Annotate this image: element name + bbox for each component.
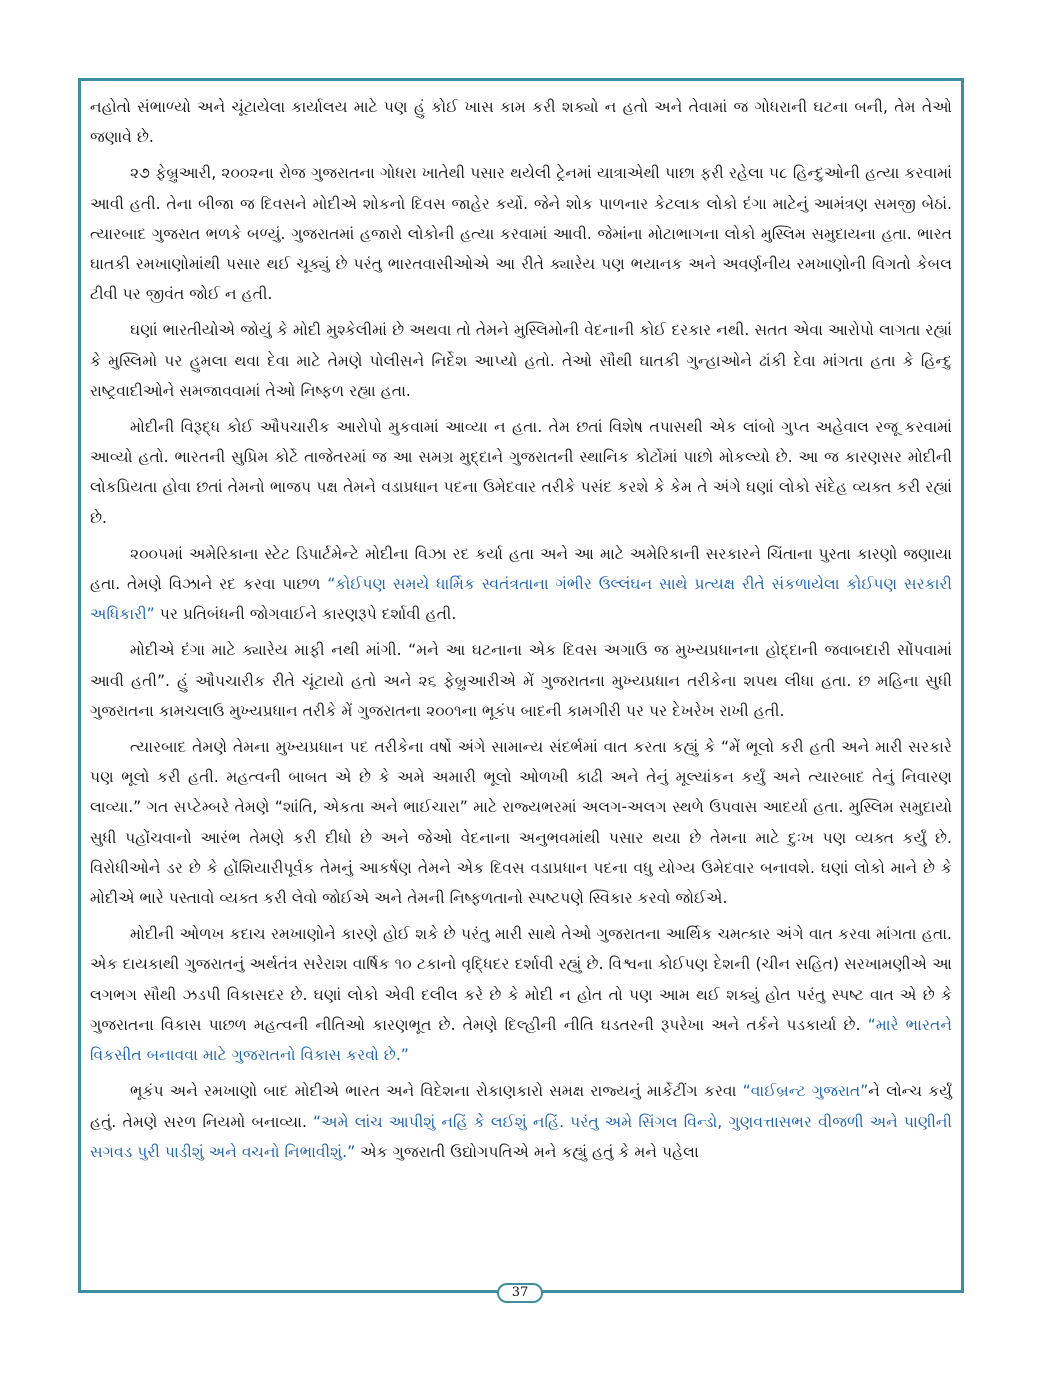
body-text: ત્યારબાદ તેમણે તેમના મુખ્યપ્રધાન પદ તરીકેના વર્ષો અંગે સામાન્ય સંદર્ભમાં વાત કરતા કહ્યું કે “મેં ભૂલો કરી હતી અને મારી સરકારે પણ ભૂલો કરી હતી. મહત્વની બાબત એ છે કે અમે અમારી ભૂલો ઓળખી કાઢી અને તેનું મૂલ્યાંકન કર્યું અને ત્યારબાદ તેનું નિવારણ લાવ્યા.” ગત સપ્ટેમ્બરે તેમણે “શાંતિ, એકતા અને ભાઈચારા” માટે રાજ્યભરમાં અલગ-અલગ સ્થળે ઉપવાસ આદર્યા હતા. મુસ્લિમ સમુદાયો સુધી પહોંચવાનો આરંભ તેમણે કરી દીધો છે અને જેઓ વેદનાના અનુભવમાંથી પસાર થયા છે તેમના માટે દુઃખ પણ વ્યક્ત કર્યું છે. વિરોધીઓને ડર છે કે હોંશિયારીપૂર્વક તેમનું આકર્ષણ તેમને એક દિવસ વડાપ્રધાન પદના વધુ યોગ્ય ઉમેદવાર બનાવશે. ઘણાં લોકો માને છે કે મોદીએ ભારે પસ્તાવો વ્યક્ત કરી લેવો જોઈએ અને તેમની નિષ્ફળતાનો સ્પષ્ટપણે સ્વિકાર કરવો જોઈએ. bbox=[90, 738, 952, 908]
page-number: 37 bbox=[497, 1283, 543, 1303]
paragraph bbox=[90, 635, 952, 726]
body-text: મોદીએ દંગા માટે ક્યારેય માફી નથી માંગી. “મને આ ઘટનાના એક દિવસ અગાઉ જ મુખ્યપ્રધાનના હોદ્દાની જવાબદારી સોંપવામાં આવી હતી”. હું ઔપચારીક રીતે ચૂંટાયો હતો અને ૨૬ ફેબ્રુઆરીએ મેં ગુજરાતના મુખ્યપ્રધાન તરીકેના શપથ લીધા હતા. છ મહિના સુધી ગુજરાતના કામચલાઉ મુખ્યપ્રધાન તરીકે મેં ગુજરાતના ૨૦૦૧ના ભૂકંપ બાદની કામગીરી પર પર દેખરેખ રાખી હતી. bbox=[90, 641, 952, 720]
paragraph bbox=[90, 1076, 952, 1167]
paragraph bbox=[90, 412, 952, 533]
quote-text: “કોઈપણ સમયે ધાર્મિક સ્વતંત્રતાના ગંભીર ઉલ્લંઘન સાથે પ્રત્યક્ષ રીતે સંકળાયેલા કોઈપણ સરકારી અધિકારી” bbox=[90, 575, 952, 624]
body-text: ઘણાં ભારતીયોએ જોયું કે મોદી મુશ્કેલીમાં છે અથવા તો તેમને મુસ્લિમોની વેદનાની કોઈ દરકાર નથી. સતત એવા આરોપો લાગતા રહ્યાં કે મુસ્લિમો પર હુમલા થવા દેવા માટે તેમણે પોલીસને નિર્દેશ આપ્યો હતો. તેઓ સૌથી ઘાતકી ગુન્હાઓને ઢાંકી દેવા માંગતા હતા કે હિન્દુ રાષ્ટ્રવાદીઓને સમજાવવામાં તેઓ નિષ્ફળ રહ્યા હતા. bbox=[90, 321, 952, 400]
body-text: ભૂકંપ અને રમખાણો બાદ મોદીએ ભારત અને વિદેશના રોકાણકારો સમક્ષ રાજ્યનું માર્કેટીંગ કરવા bbox=[130, 1082, 743, 1101]
paragraph bbox=[90, 732, 952, 913]
body-text: ૨૭ ફેબ્રુઆરી, ૨૦૦૨ના રોજ ગુજરાતના ગોધરા ખાતેથી પસાર થયેલી ટ્રેનમાં યાત્રાએથી પાછા ફરી રહેલા ૫૮ હિન્દુઓની હત્યા કરવામાં આવી હતી. તેના બીજા જ દિવસને મોદીએ શોકનો દિવસ જાહેર કર્યો. જેને શોક પાળનાર કેટલાક લોકો દંગા માટેનું આમંત્રણ સમજી બેઠાં. ત્યારબાદ ગુજરાત ભળકે બળ્યું. ગુજરાતમાં હજારો લોકોની હત્યા કરવામાં આવી. જેમાંના મોટાભાગના લોકો મુસ્લિમ સમુદાયના હતા. ભારત ઘાતકી રમખાણોમાંથી પસાર થઈ ચૂક્યું છે પરંતુ ભારતવાસીઓએ આ રીતે ક્યારેય પણ ભયાનક અને અવર્ણનીય રમખાણોની વિગતો કેબલ ટીવી પર જીવંત જોઈ ન હતી. bbox=[90, 164, 952, 304]
article-body bbox=[90, 92, 952, 1173]
quote-text: “મારે ભારતને વિકસીત બનાવવા માટે ગુજરાતનો વિકાસ કરવો છે.” bbox=[90, 1015, 952, 1065]
paragraph bbox=[90, 539, 952, 630]
paragraph bbox=[90, 92, 952, 152]
paragraph bbox=[90, 919, 952, 1070]
paragraph bbox=[90, 158, 952, 309]
paragraph bbox=[90, 315, 952, 406]
body-text: ૨૦૦૫માં અમેરિકાના સ્ટેટ ડિપાર્ટમેન્ટે મોદીના વિઝા રદ કર્યા હતા અને આ માટે અમેરિકાની સરકારને ચિંતાના પુરતા કારણો જણાયા હતા. તેમણે વિઝાને રદ કરવા પાછળ bbox=[90, 544, 952, 594]
body-text: એક ગુજરાતી ઉદ્યોગપતિએ મને કહ્યું હતું કે મને પહેલા bbox=[355, 1142, 699, 1161]
quote-text: “વાઈબ્રન્ટ ગુજરાત” bbox=[742, 1082, 869, 1101]
body-text: મોદીની વિરૂદ્ધ કોઈ ઔપચારીક આરોપો મુકવામાં આવ્યા ન હતા. તેમ છતાં વિશેષ તપાસથી એક લાંબો ગુપ્ત અહેવાલ રજૂ કરવામાં આવ્યો હતો. ભારતની સુપ્રિમ કોર્ટે તાજેતરમાં જ આ સમગ્ર મુદ્દાને ગુજરાતની સ્થાનિક કોર્ટોમાં પાછો મોકલ્યો છે. આ જ કારણસર મોદીની લોકપ્રિયતા હોવા છતાં તેમનો ભાજપ પક્ષ તેમને વડાપ્રધાન પદના ઉમેદવાર તરીકે પસંદ કરશે કે કેમ તે અંગે ઘણાં લોકો સંદેહ વ્યક્ત કરી રહ્યાં છે. bbox=[90, 418, 953, 527]
body-text: નહોતો સંભાળ્યો અને ચૂંટાયેલા કાર્યાલય માટે પણ હું કોઈ ખાસ કામ કરી શક્યો ન હતો અને તેવામાં જ ગોધરાની ઘટના બની, તેમ તેઓ જણાવે છે. bbox=[90, 98, 952, 147]
body-text: પર પ્રતિબંધની જોગવાઈને કારણરૂપે દર્શાવી હતી. bbox=[154, 605, 457, 624]
quote-text: “અમે લાંચ આપીશું નહિં કે લઈશું નહિં. પરંતુ અમે સિંગલ વિન્ડો, ગુણવત્તાસભર વીજળી અને પાણીની સગવડ પુરી પાડીશું અને વચનો નિભાવીશું.” bbox=[90, 1112, 952, 1161]
body-text: ને લોન્ચ કર્યું હતું. તેમણે સરળ નિયમો બનાવ્યા. bbox=[90, 1082, 952, 1131]
body-text: મોદીની ઓળખ કદાચ રમખાણોને કારણે હોઈ શકે છે પરંતુ મારી સાથે તેઓ ગુજરાતના આર્થિક ચમત્કાર અંગે વાત કરવા માંગતા હતા. એક દાયકાથી ગુજરાતનું અર્થતંત્ર સરેરાશ વાર્ષિક ૧૦ ટકાનો વૃદ્ધિદર દર્શાવી રહ્યું છે. વિશ્વના કોઈપણ દેશની (ચીન સહિત) સરખામણીએ આ લગભગ સૌથી ઝડપી વિકાસદર છે. ઘણાં લોકો એવી દલીલ કરે છે કે મોદી ન હોત તો પણ આમ થઈ શક્યું હોત પરંતુ સ્પષ્ટ વાત એ છે કે ગુજરાતના વિકાસ પાછળ મહત્વની નીતિઓ કારણભૂત છે. તેમણે દિલ્હીની નીતિ ઘડતરની રૂપરેખા અને તર્કને પડકાર્યા છે. bbox=[90, 925, 952, 1034]
